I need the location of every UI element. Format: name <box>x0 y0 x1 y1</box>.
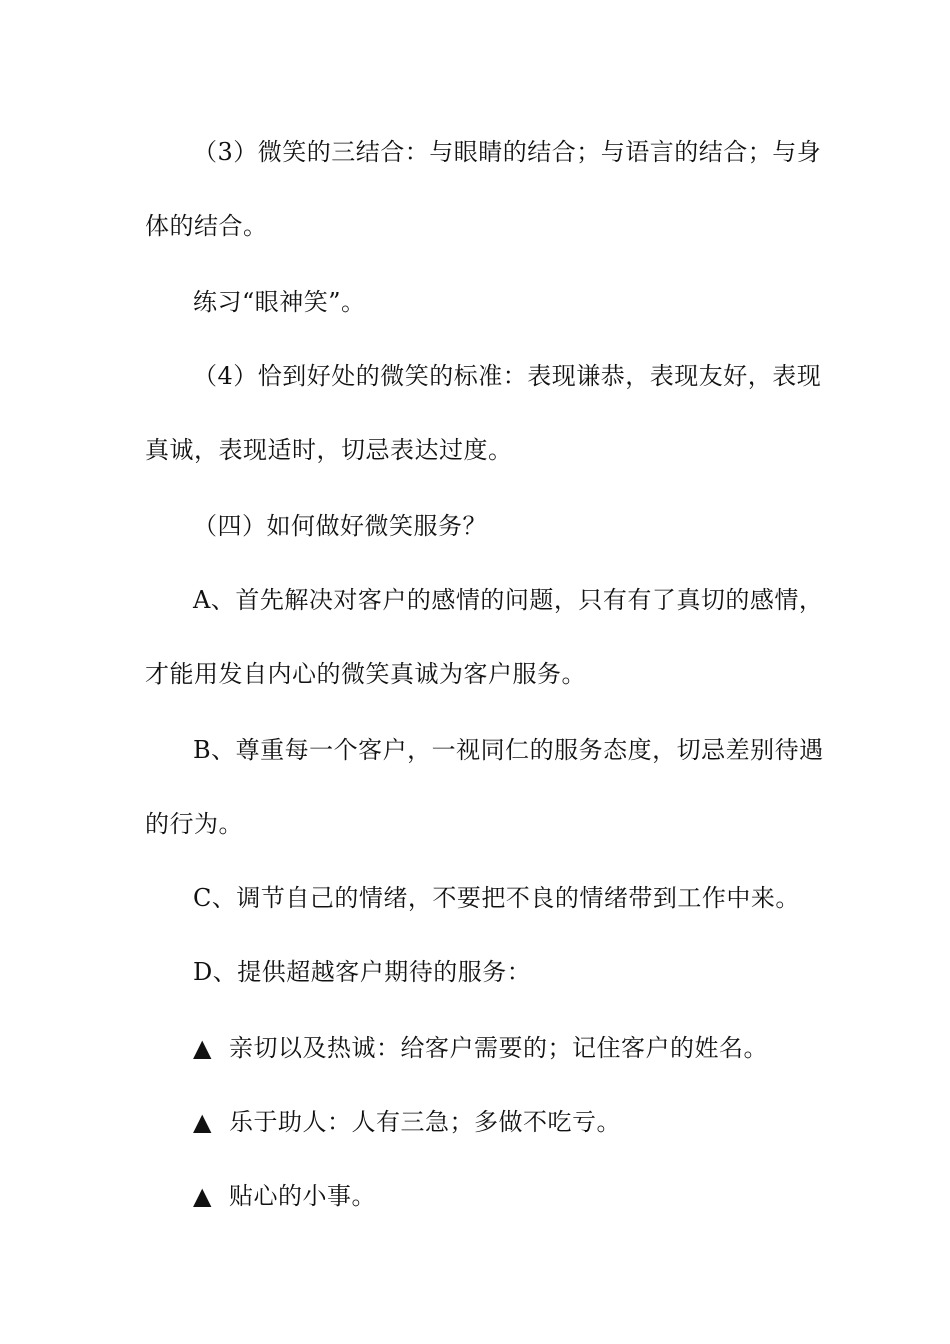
paragraph-item-b: B、尊重每一个客户，一视同仁的服务态度，切忌差别待遇 <box>193 736 824 764</box>
triangle-bullet-icon: ▲ <box>193 1108 212 1136</box>
bullet-list-item <box>193 1176 815 1216</box>
bullet-text: 乐于助人：人有三急；多做不吃亏。 <box>229 1108 621 1136</box>
bullet-text: 贴心的小事。 <box>229 1182 376 1210</box>
section-heading: （四）如何做好微笑服务？ <box>193 512 487 540</box>
paragraph-continuation: 真诚，表现适时，切忌表达过度。 <box>145 436 513 464</box>
triangle-bullet-icon: ▲ <box>193 1034 212 1062</box>
paragraph-smile-three-combinations: （3）微笑的三结合：与眼睛的结合；与语言的结合；与身 <box>193 138 822 166</box>
paragraph-practice: 练习“眼神笑”。 <box>193 288 366 316</box>
paragraph-item-a: A、首先解决对客户的感情的问题，只有有了真切的感情， <box>193 586 824 614</box>
triangle-bullet-icon: ▲ <box>193 1182 212 1210</box>
paragraph-item-d: D、提供超越客户期待的服务： <box>193 958 532 986</box>
paragraph-continuation: 的行为。 <box>145 810 243 838</box>
paragraph-continuation: 才能用发自内心的微笑真诚为客户服务。 <box>145 660 586 688</box>
bullet-text: 亲切以及热诚：给客户需要的；记住客户的姓名。 <box>229 1034 768 1062</box>
bullet-list-item <box>193 1102 815 1142</box>
paragraph-item-c: C、调节自己的情绪，不要把不良的情绪带到工作中来。 <box>193 884 800 912</box>
paragraph-smile-standard: （4）恰到好处的微笑的标准：表现谦恭，表现友好，表现 <box>193 362 822 390</box>
paragraph-continuation: 体的结合。 <box>145 212 268 240</box>
bullet-list-item <box>193 1028 815 1068</box>
